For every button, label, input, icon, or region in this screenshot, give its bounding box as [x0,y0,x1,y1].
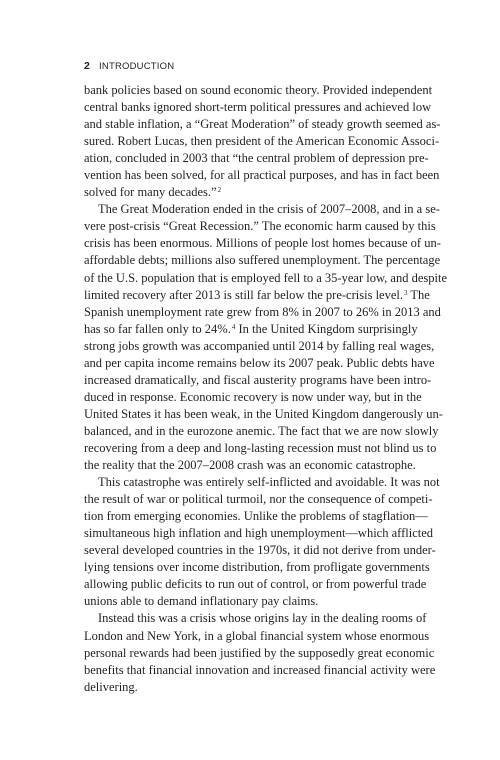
text-line: the result of war or political turmoil, nor the consequence of competi- [84,492,433,507]
text-run: has so far fallen only to 24%. [84,321,231,336]
section-title: INTRODUCTION [99,61,175,72]
text-line: and per capita income remains below its 2007 peak. Public debts have [84,355,435,370]
text-line: increased dramatically, and fiscal austerity programs have been intro- [84,372,432,387]
text-line: simultaneous high inflation and high unemployment—which afflicted [84,526,434,541]
text-line [84,287,430,304]
text-line: vere post-crisis “Great Recession.” The economic harm caused by this [84,219,436,234]
text-line: personal rewards had been justified by the supposedly great economic [84,645,435,660]
text-line [84,321,416,338]
text-line: balanced, and in the eurozone anemic. The fact that we are now slowly [84,423,439,438]
text-line: sured. Robert Lucas, then president of the American Economic Associ- [84,134,440,149]
text-line: delivering. [84,679,138,694]
text-line: bank policies based on sound economic theory. Provided independent [84,83,433,97]
text-line: the reality that the 2007–2008 crash was an economic catastrophe. [84,458,416,473]
text-line: tion from emerging economies. Unlike the problems of stagflation— [84,509,428,524]
paragraph-1 [84,82,441,201]
text-line: duced in response. Economic recovery is now under way, but in the [84,389,422,404]
text-line: allowing public deficits to run out of control, or from powerful trade [84,577,427,592]
text-line: recovering from a deep and long-lasting recession must not blind us to [84,440,437,455]
footnote-marker: 3 [404,288,408,297]
text-run: In the United Kingdom surprisingly [235,321,418,336]
text-run: limited recovery after 2013 is still far below the pre-crisis level. [84,287,403,302]
text-line: central banks ignored short-term political pressures and achieved low [84,100,432,115]
text-line: ation, concluded in 2003 that “the central problem of depression pre- [84,151,429,166]
text-line: of the U.S. population that is employed fell to a 35-year low, and despite [84,270,447,285]
page-number: 2 [84,60,91,72]
running-head [84,60,174,72]
text-line: crisis has been enormous. Millions of people lost homes because of un- [84,236,441,251]
text-line: Instead this was a crisis whose origins lay in the dealing rooms of [98,611,427,626]
text-line: benefits that financial innovation and increased financial activity were [84,662,436,677]
text-line: unions able to demand inflationary pay claims. [84,594,319,609]
text-line: and stable inflation, a “Great Moderation” of steady growth seemed as- [84,117,441,132]
paragraph-4 [84,610,436,695]
paragraph-3 [84,474,440,610]
paragraph-2 [84,201,447,474]
text-line: London and New York, in a global financial system whose enormous [84,628,430,643]
text-line: United States it has been weak, in the United Kingdom dangerously un- [84,406,443,421]
text-run: The [407,287,430,302]
footnote-marker: 4 [231,322,236,331]
text-line: affordable debts; millions also suffered unemployment. The percentage [84,253,441,268]
text-line: This catastrophe was entirely self-inflicted and avoidable. It was not [98,475,440,490]
text-line: The Great Moderation ended in the crisis of 2007–2008, and in a se- [98,202,440,217]
text-run: solved for many decades.” [84,185,217,200]
text-line [84,184,416,201]
text-line: Spanish unemployment rate grew from 8% in 2007 to 26% in 2013 and [84,304,441,319]
text-line: strong jobs growth was accompanied until 2014 by falling real wages, [84,338,435,353]
text-line: lying tensions over income distribution, from profligate governments [84,560,430,575]
footnote-marker: 2 [217,186,222,195]
text-line: several developed countries in the 1970s, it did not derive from under- [84,543,436,558]
text-line: vention has been solved, for all practical purposes, and has in fact been [84,168,440,183]
body-text [84,82,447,696]
